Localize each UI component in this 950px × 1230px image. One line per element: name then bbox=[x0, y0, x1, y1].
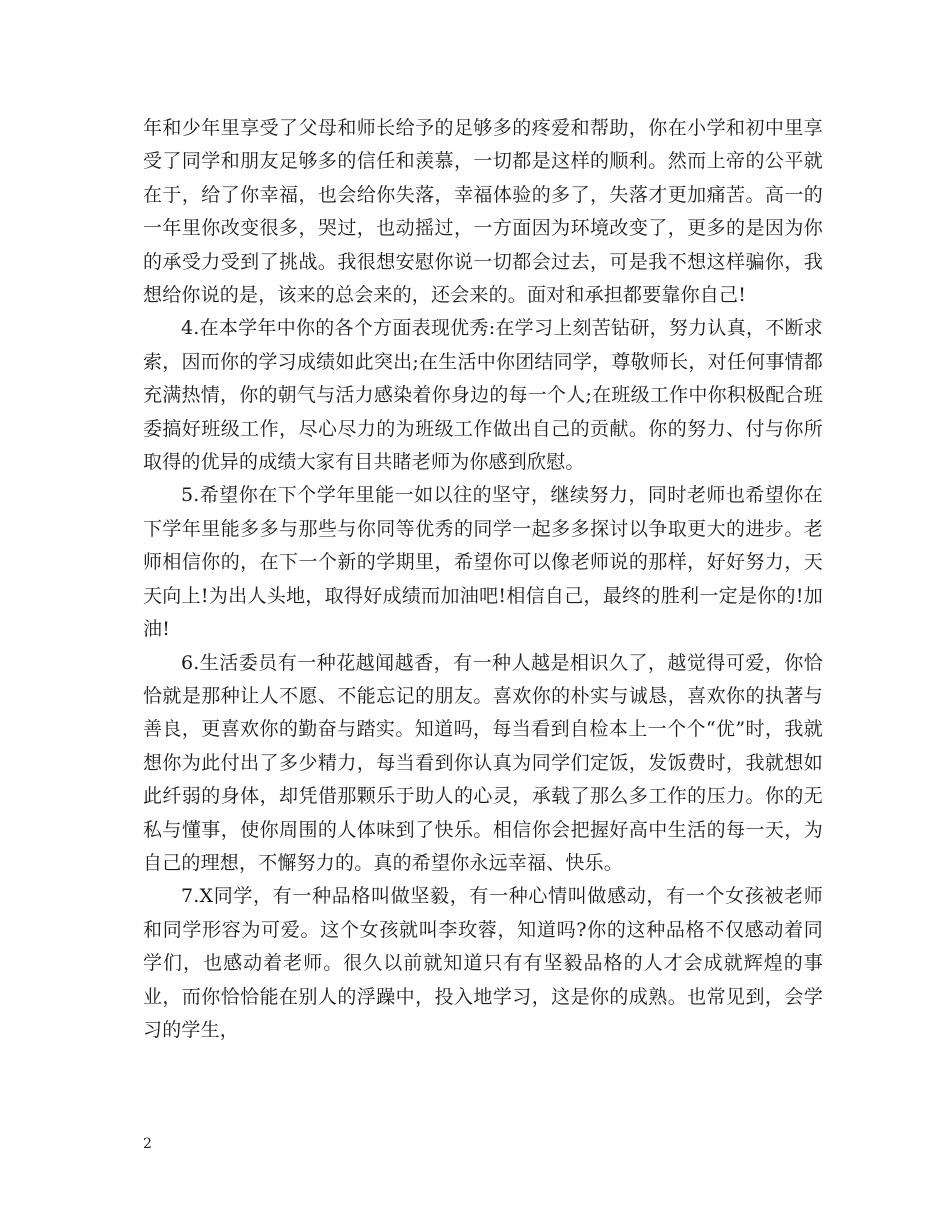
page-number: 2 bbox=[143, 1136, 152, 1152]
paragraph-item-4: 4.在本学年中你的各个方面表现优秀:在学习上刻苦钻研，努力认真，不断求索，因而你的学习成绩如此突出;在生活中你团结同学，尊敬师长，对任何事情都充满热情，你的朝气与活力感染着你身边的每一个人;在班级工作中你积极配合班委搞好班级工作，尽心尽力的为班级工作做出自己的贡献。你的努力、付与你所取得的优异的成绩大家有目共睹老师为你感到欣慰。 bbox=[143, 317, 823, 474]
paragraph-continuation: 年和少年里享受了父母和师长给予的足够多的疼爱和帮助，你在小学和初中里享受了同学和朋友足够多的信任和羡慕，一切都是这样的顺利。然而上帝的公平就在于，给了你幸福，也会给你失落，幸福体验的多了，失落才更加痛苦。高一的一年里你改变很多，哭过，也动摇过，一方面因为环境改变了，更多的是因为你的承受力受到了挑战。我很想安慰你说一切都会过去，可是我不想这样骗你，我想给你说的是，该来的总会来的，还会来的。面对和承担都要靠你自己! bbox=[143, 117, 823, 307]
paragraph-item-5: 5.希望你在下个学年里能一如以往的坚守，继续努力，同时老师也希望你在下学年里能多多与那些与你同等优秀的同学一起多多探讨以争取更大的进步。老师相信你的，在下一个新的学期里，希望你可以像老师说的那样，好好努力，天天向上!为出人头地，取得好成绩而加油吧!相信自己，最终的胜利一定是你的!加油! bbox=[143, 484, 823, 641]
paragraph-item-7: 7.X同学，有一种品格叫做坚毅，有一种心情叫做感动，有一个女孩被老师和同学形容为可爱。这个女孩就叫李玫蓉，知道吗?你的这种品格不仅感动着同学们，也感动着老师。很久以前就知道只有有坚毅品格的人才会成就辉煌的事业，而你恰恰能在别人的浮躁中，投入地学习，这是你的成熟。也常见到，会学习的学生， bbox=[143, 885, 823, 1041]
document-body bbox=[143, 112, 823, 1047]
paragraph-item-6: 6.生活委员有一种花越闻越香，有一种人越是相识久了，越觉得可爱，你恰恰就是那种让人不愿、不能忘记的朋友。喜欢你的朴实与诚恳，喜欢你的执著与善良，更喜欢你的勤奋与踏实。知道吗，每当看到自检本上一个个“优”时，我就想你为此付出了多少精力，每当看到你认真为同学们定饭，发饭费时，我就想如此纤弱的身体，却凭借那颗乐于助人的心灵，承载了那么多工作的压力。你的无私与懂事，使你周围的人体味到了快乐。相信你会把握好高中生活的每一天，为自己的理想，不懈努力的。真的希望你永远幸福、快乐。 bbox=[143, 651, 823, 874]
